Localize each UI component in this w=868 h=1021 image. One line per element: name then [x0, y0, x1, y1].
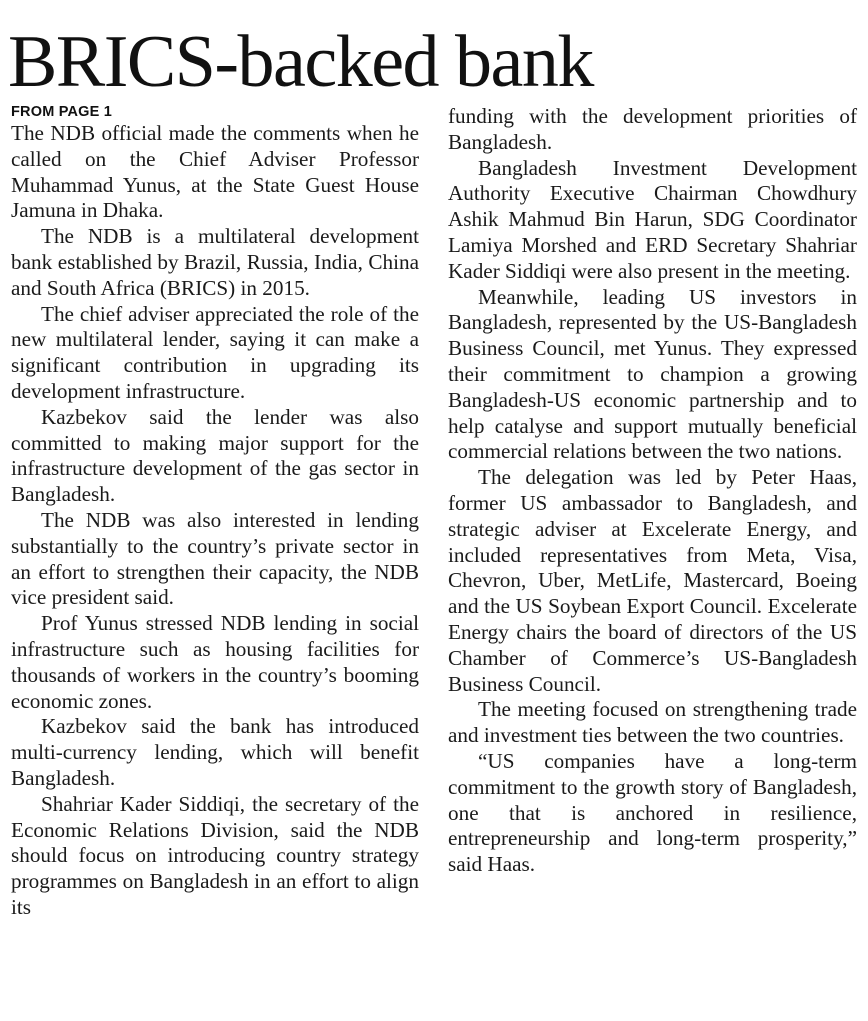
paragraph: Prof Yunus stressed NDB lending in social infrastructure such as housing facilities for thousands of workers in the country’s booming economic zones. — [11, 611, 419, 713]
paragraph: Kazbekov said the bank has introduced multi-currency lending, which will benefit Bangladesh. — [11, 714, 419, 790]
paragraph: “US companies have a long-term commitment to the growth story of Bangladesh, one that is anchored in resilience, entrepreneurship and long-term prosperity,” said Haas. — [448, 748, 857, 877]
article-column-left — [11, 104, 419, 921]
paragraph: Shahriar Kader Siddiqi, the secretary of the Economic Relations Division, said the NDB should focus on introducing country strategy programmes on Bangladesh in an effort to align its — [11, 791, 419, 919]
paragraph: The NDB is a multilateral development bank established by Brazil, Russia, India, China and South Africa (BRICS) in 2015. — [11, 224, 419, 300]
from-page-kicker: FROM PAGE 1 — [11, 104, 113, 120]
paragraph: Kazbekov said the lender was also committed to making major support for the infrastructure development of the gas sector in Bangladesh. — [11, 404, 419, 507]
paragraph: Bangladesh Investment Development Authority Executive Chairman Chowdhury Ashik Mahmud Bin Harun, SDG Coordinator Lamiya Morshed and ERD Secretary Shahriar Kader Siddiqi were also present in the meeting. — [448, 155, 857, 283]
paragraph: The meeting focused on strengthening trade and investment ties between the two countries. — [448, 697, 857, 748]
paragraph: The NDB official made the comments when he called on the Chief Adviser Professor Muhammad Yunus, at the State Guest House Jamuna in Dhaka. — [11, 121, 419, 223]
article-column-right — [448, 104, 857, 878]
paragraph: Meanwhile, leading US investors in Bangladesh, represented by the US-Bangladesh Business Council, met Yunus. They expressed their commitment to champion a growing Bangladesh-US economic partnership and to help catalyse and support mutually beneficial commercial relations between the two nations. — [448, 284, 857, 464]
paragraph: The chief adviser appreciated the role of the new multilateral lender, saying it can make a significant contribution in upgrading its development infrastructure. — [11, 301, 419, 403]
article-headline: BRICS-backed bank — [8, 21, 593, 103]
paragraph: The NDB was also interested in lending substantially to the country’s private sector in an effort to strengthen their capacity, the NDB vice president said. — [11, 507, 419, 610]
paragraph: The delegation was led by Peter Haas, former US ambassador to Bangladesh, and strategic adviser at Excelerate Energy, and included representatives from Meta, Visa, Chevron, Uber, MetLife, Mastercard, Boeing and the US Soybean Export Council. Excelerate Energy chairs the board of directors of the US Chamber of Commerce’s US-Bangladesh Business Council. — [448, 465, 857, 696]
paragraph: funding with the development priorities of Bangladesh. — [448, 104, 857, 154]
